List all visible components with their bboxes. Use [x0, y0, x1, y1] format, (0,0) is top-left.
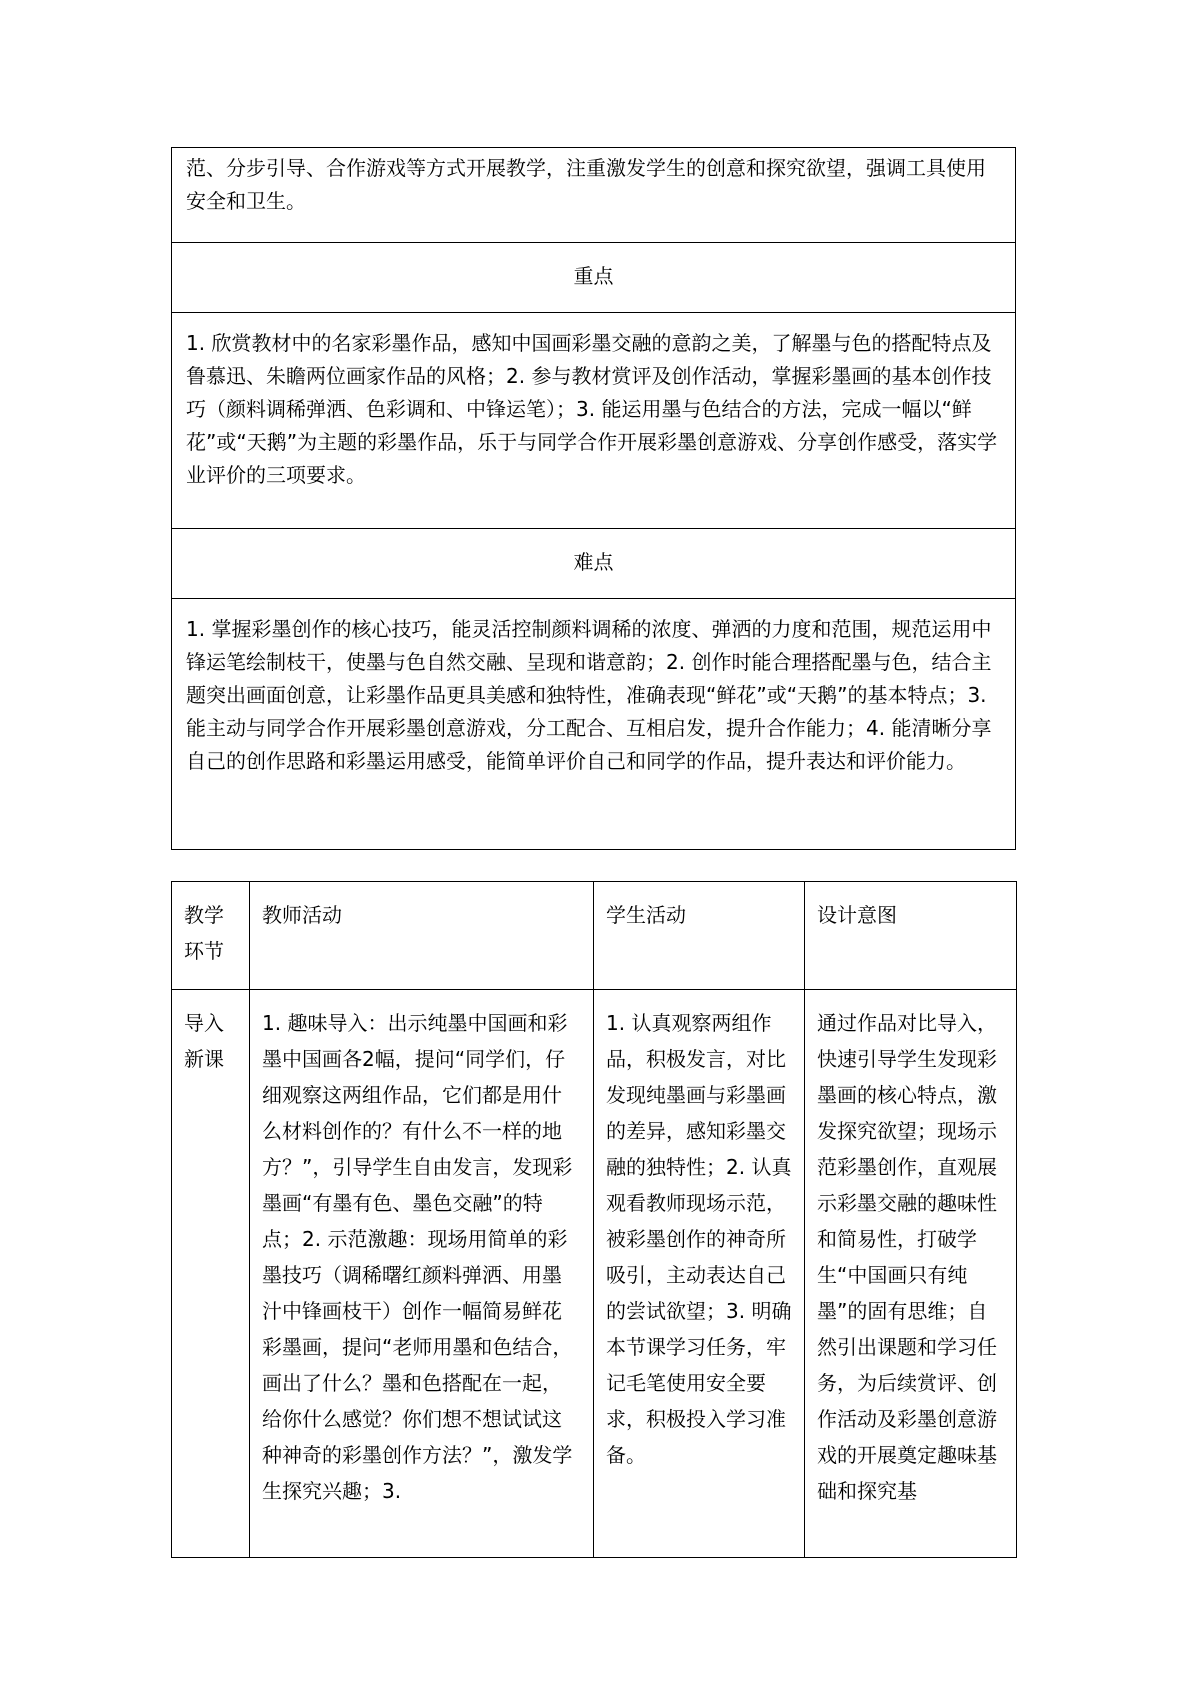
- intro-row: [172, 148, 1016, 243]
- difficult-points-heading-cell: [172, 529, 1016, 599]
- key-points-heading-cell: [172, 243, 1016, 313]
- header-stage: 教学 环节: [184, 903, 224, 963]
- intro-text: 范、分步引导、合作游戏等方式开展教学，注重激发学生的创意和探究欲望，强调工具使用安全和卫生。: [186, 156, 986, 213]
- key-points-body: 1. 欣赏教材中的名家彩墨作品，感知中国画彩墨交融的意韵之美，了解墨与色的搭配特点及鲁慕迅、朱瞻两位画家作品的风格；2. 参与教材赏评及创作活动，掌握彩墨画的基本创作技巧（颜料调稀弹洒、色彩调和、中锋运笔）；3. 能运用墨与色结合的方法，完成一幅以“鲜花”或“天鹅”为主题的彩墨作品，乐于与同学合作开展彩墨创意游戏、分享创作感受，落实学业评价的三项要求。: [186, 331, 998, 487]
- difficult-points-body-row: [172, 599, 1016, 850]
- header-student-cell: [594, 882, 805, 990]
- key-points-heading: 重点: [573, 264, 614, 288]
- student-activity-cell: [594, 990, 805, 1558]
- header-intent-cell: [805, 882, 1017, 990]
- difficult-points-heading-row: [172, 529, 1016, 599]
- table-header-row: [172, 882, 1017, 990]
- teacher-activity-text: 1. 趣味导入：出示纯墨中国画和彩墨中国画各2幅，提问“同学们，仔细观察这两组作品，它们都是用什么材料创作的？有什么不一样的地方？”，引导学生自由发言，发现彩墨画“有墨有色、墨色交融”的特点；2. 示范激趣：现场用简单的彩墨技巧（调稀曙红颜料弹洒、用墨汁中锋画枝干）创作一幅简易鲜花彩墨画，提问“老师用墨和色结合，画出了什么？墨和色搭配在一起，给你什么感觉？你们想不想试试这种神奇的彩墨创作方法？”，激发学生探究兴趣；3.: [262, 1011, 573, 1503]
- design-intent-cell: [805, 990, 1017, 1558]
- key-points-heading-row: [172, 243, 1016, 313]
- difficult-points-body-cell: [172, 599, 1016, 850]
- header-student: 学生活动: [606, 903, 686, 927]
- design-intent-text: 通过作品对比导入，快速引导学生发现彩墨画的核心特点，激发探究欲望；现场示范彩墨创作，直观展示彩墨交融的趣味性和简易性，打破学生“中国画只有纯墨”的固有思维；自然引出课题和学习任务，为后续赏评、创作活动及彩墨创意游戏的开展奠定趣味基础和探究基: [817, 1011, 997, 1503]
- intro-cell: [172, 148, 1016, 243]
- key-points-body-row: [172, 313, 1016, 529]
- header-teacher: 教师活动: [262, 903, 342, 927]
- table-row: [172, 990, 1017, 1558]
- stage-cell: [172, 990, 250, 1558]
- teacher-activity-cell: [250, 990, 594, 1558]
- stage-text: 导入 新课: [184, 1011, 224, 1071]
- student-activity-text: 1. 认真观察两组作品，积极发言，对比发现纯墨画与彩墨画的差异，感知彩墨交融的独特性；2. 认真观看教师现场示范，被彩墨创作的神奇所吸引，主动表达自己的尝试欲望；3. 明确本节课学习任务，牢记毛笔使用安全要求，积极投入学习准备。: [606, 1011, 792, 1467]
- header-stage-cell: [172, 882, 250, 990]
- difficult-points-body: 1. 掌握彩墨创作的核心技巧，能灵活控制颜料调稀的浓度、弹洒的力度和范围，规范运用中锋运笔绘制枝干，使墨与色自然交融、呈现和谐意韵；2. 创作时能合理搭配墨与色，结合主题突出画面创意，让彩墨作品更具美感和独特性，准确表现“鲜花”或“天鹅”的基本特点；3. 能主动与同学合作开展彩墨创意游戏，分工配合、互相启发，提升合作能力；4. 能清晰分享自己的创作思路和彩墨运用感受，能简单评价自己和同学的作品，提升表达和评价能力。: [186, 617, 993, 773]
- key-points-body-cell: [172, 313, 1016, 529]
- lesson-process-table: [171, 881, 1017, 1558]
- header-intent: 设计意图: [817, 903, 897, 927]
- objectives-table: [171, 147, 1016, 850]
- difficult-points-heading: 难点: [573, 550, 614, 574]
- header-teacher-cell: [250, 882, 594, 990]
